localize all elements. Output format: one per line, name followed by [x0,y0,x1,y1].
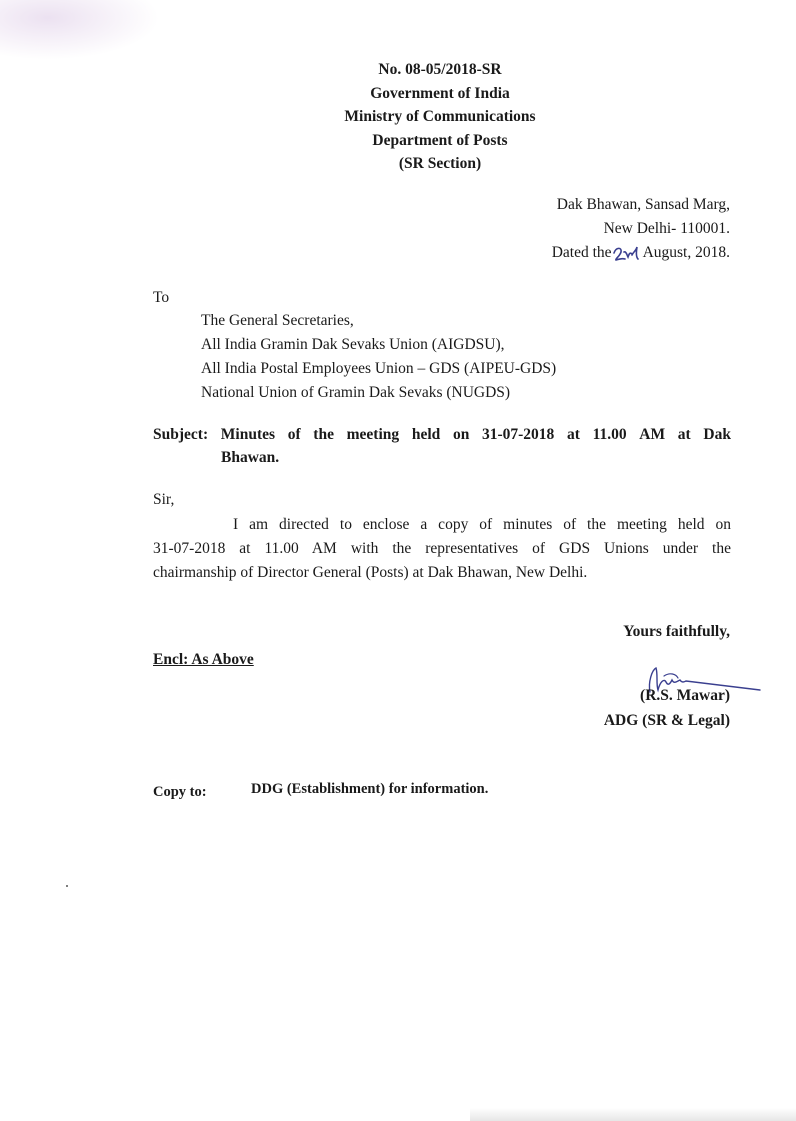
body-paragraph [153,513,731,585]
paper-stain [0,0,160,60]
salutation: Sir, [153,491,175,508]
body-line-3: chairmanship of Director General (Posts) at Dak Bhawan, New Delhi. [153,564,588,581]
dated-suffix: August, 2018. [642,244,730,261]
address-line-2: New Delhi- 110001. [603,220,730,237]
closing-phrase: Yours faithfully, [623,623,730,640]
scan-shadow [470,1108,796,1121]
subject-line-2: Bhawan. [221,449,280,466]
signer-name: (R.S. Mawar) [640,687,730,704]
subject-block [153,423,731,469]
recipient-line: The General Secretaries, [201,312,354,329]
body-line-2: 31-07-2018 at 11.00 AM with the representatives of GDS Unions under the [153,540,731,557]
subject-word: the [313,426,334,443]
government-name: Government of India [370,84,510,102]
body-line-1: I am directed to enclose a copy of minutes of the meeting held on [233,516,731,533]
to-label: To [153,289,170,306]
copy-to-label: Copy to: [153,784,207,800]
recipient-line: All India Gramin Dak Sevaks Union (AIGDSU), [201,336,505,353]
recipient-list [201,309,556,405]
subject-word: at [677,426,691,443]
subject-word: meeting [346,426,400,443]
reference-number: No. 08-05/2018-SR [378,61,502,78]
recipient-line: National Union of Gramin Dak Sevaks (NUGDS) [201,384,511,401]
copy-to-text: DDG (Establishment) for information. [251,781,489,797]
subject-word: 11.00 [592,426,627,443]
subject-word: Dak [703,426,731,443]
date-line [552,241,730,265]
subject-label: Subject: [153,426,209,443]
section-name: (SR Section) [398,155,482,172]
letter-header [300,58,580,176]
dated-prefix: Dated the [551,244,612,261]
subject-word: on [452,426,470,443]
enclosure-note: Encl: As Above [153,651,254,668]
handwritten-date-icon [612,241,640,265]
scan-speck [66,885,68,887]
subject-word: at [566,426,580,443]
subject-word: AM [639,426,666,443]
ministry-name: Ministry of Communications [344,108,536,125]
recipient-line: All India Postal Employees Union – GDS (AIPEU-GDS) [201,360,557,377]
signer-designation: ADG (SR & Legal) [603,712,730,729]
subject-line-1 [153,423,731,446]
subject-word: of [287,426,301,443]
address-line-1: Dak Bhawan, Sansad Marg, [556,196,730,213]
sender-address [552,193,730,265]
department-name: Department of Posts [372,131,508,149]
subject-word: held [411,426,441,443]
subject-word: 31-07-2018 [481,426,555,443]
subject-word: Minutes [220,426,276,443]
